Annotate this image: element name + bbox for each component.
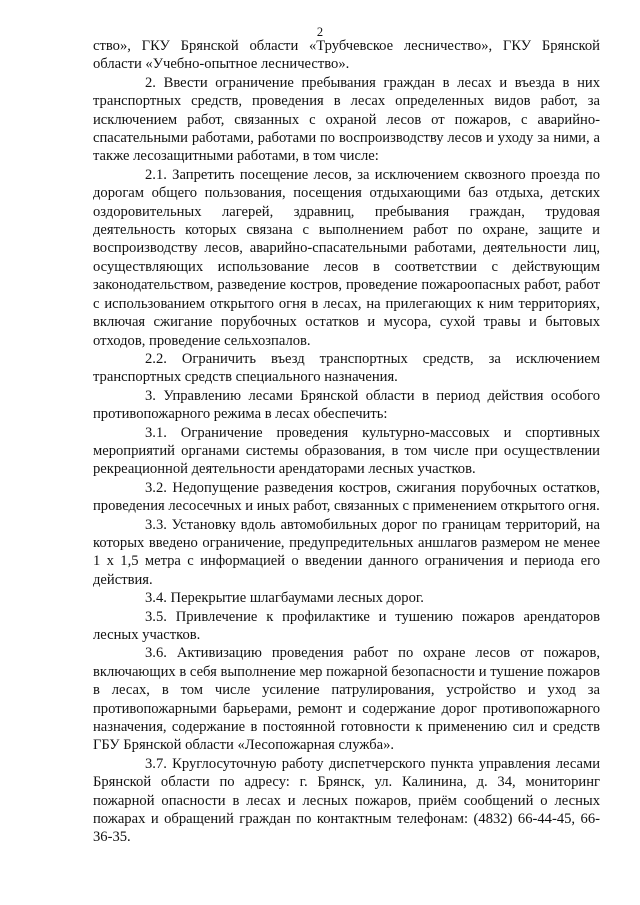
paragraph-item-3-2: 3.2. Недопущение разведения костров, сжигания порубочных остатков, проведения лесосечных и иных работ, связанных с применением открытого огня.	[93, 479, 600, 515]
paragraph-item-3-4: 3.4. Перекрытие шлагбаумами лесных дорог.	[145, 590, 424, 607]
paragraph-item-3-6: 3.6. Активизацию проведения работ по охране лесов от пожаров, включающих в себя выполнение мер пожарной безопасности и тушение пожаров в лесах, в том числе усиление патрулирования, устройство и уход за противопожарными барьерами, ремонт и содержание дорог противопожарного назначения, содержание в постоянной готовности к применению сил и средств ГБУ Брянской области «Лесопожарная служба».	[93, 645, 600, 754]
paragraph-item-2-2: 2.2. Ограничить въезд транспортных средств, за исключением транспортных средств специального назначения.	[93, 350, 600, 386]
page-number: 2	[316, 25, 324, 39]
document-body	[93, 37, 600, 847]
paragraph-item-3-1: 3.1. Ограничение проведения культурно-массовых и спортивных мероприятий органами системы образования, в том числе при осуществлении рекреационной деятельности арендаторами лесных участков.	[93, 424, 600, 478]
paragraph-item-3-5: 3.5. Привлечение к профилактике и тушению пожаров арендаторов лесных участков.	[93, 608, 600, 643]
paragraph-item-2-1: 2.1. Запретить посещение лесов, за исключением сквозного проезда по дорогам общего пользования, посещения отдыхающими баз отдыха, детских оздоровительных лагерей, здравниц, пребывания граждан, трудовая деятельность которых связана с выполнением работ по охране, защите и воспроизводству лесов, аварийно-спасательными работами, деятельности лиц, осуществляющих использование лесов в соответствии с действующим законодательством, разведение костров, проведение пожароопасных работ, работ с использованием открытого огня в лесах, на прилегающих к ним территориях, включая сжигание порубочных остатков и мусора, сухой травы и бытовых отходов, проведение сельхозпалов.	[93, 166, 600, 349]
paragraph-item-2: 2. Ввести ограничение пребывания граждан в лесах и въезда в них транспортных средств, проведения в лесах определенных видов работ, за исключением работ, связанных с охраной лесов от пожаров, с аварийно-спасательными работами, работами по воспроизводству лесов и уходу за ними, а также лесозащитными работами, в том числе:	[93, 74, 600, 165]
paragraph-item-3: 3. Управлению лесами Брянской области в период действия особого противопожарного режима в лесах обеспечить:	[93, 387, 600, 423]
paragraph-item-3-7: 3.7. Круглосуточную работу диспетчерского пункта управления лесами Брянской области по адресу: г. Брянск, ул. Калинина, д. 34, мониторинг пожарной опасности в лесах и лесных пожаров, приём сообщений о лесных пожарах и обращений граждан по контактным телефонам: (4832) 66-44-45, 66-36-35.	[93, 755, 600, 846]
paragraph-item-3-3: 3.3. Установку вдоль автомобильных дорог по границам территорий, на которых введено ограничение, предупредительных аншлагов размером не менее 1 х 1,5 метра с информацией о введении данного ограничения и периода его действия.	[93, 516, 600, 588]
paragraph-continuation: ство», ГКУ Брянской области «Трубчевское лесничество», ГКУ Брянской области «Учебно-опытное лесничество».	[93, 38, 600, 73]
